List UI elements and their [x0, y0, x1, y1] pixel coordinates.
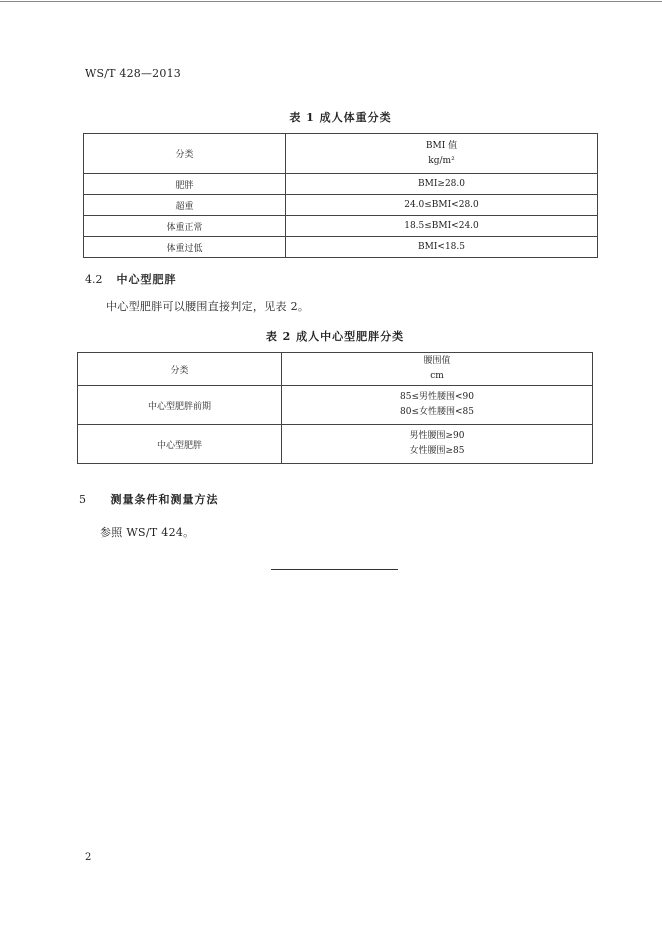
row-value-male: 85≤男性腰围<90	[400, 392, 474, 402]
row-value-male: 男性腰围≥90	[409, 431, 465, 441]
table-row	[84, 216, 598, 237]
end-of-document-rule	[271, 569, 398, 570]
top-border-line	[0, 1, 662, 2]
row-value	[282, 425, 593, 464]
section-4-2-text: 中心型肥胖可以腰围直接判定，见表 2。	[106, 300, 310, 313]
table2-caption: 表 2 成人中心型肥胖分类	[265, 330, 405, 343]
table-header-category: 分类	[84, 134, 286, 174]
table-header-category: 分类	[78, 353, 282, 386]
table-row	[78, 386, 593, 425]
table-central-obesity-classification	[77, 352, 593, 464]
row-category: 中心型肥胖	[78, 425, 282, 464]
row-value: 18.5≤BMI<24.0	[286, 216, 598, 237]
header-value-unit: kg/m²	[428, 155, 455, 166]
row-category: 体重正常	[84, 216, 286, 237]
row-value	[282, 386, 593, 425]
row-value: BMI≥28.0	[286, 174, 598, 195]
row-value-female: 80≤女性腰围<85	[400, 407, 474, 417]
standard-code: WS/T 428—2013	[85, 67, 181, 80]
row-value: BMI<18.5	[286, 237, 598, 258]
section-title: 中心型肥胖	[116, 273, 177, 286]
header-value-name: 腰围值	[423, 356, 451, 366]
table-row	[84, 174, 598, 195]
section-4-2-heading	[85, 271, 177, 287]
table-row	[84, 237, 598, 258]
table-row	[84, 195, 598, 216]
table1-caption: 表 1 成人体重分类	[289, 111, 392, 124]
page-number: 2	[85, 852, 92, 863]
header-value-name: BMI 值	[425, 140, 458, 151]
table-header-value	[282, 353, 593, 386]
row-value: 24.0≤BMI<28.0	[286, 195, 598, 216]
row-category: 中心型肥胖前期	[78, 386, 282, 425]
row-category: 超重	[84, 195, 286, 216]
section-5-text: 参照 WS/T 424。	[100, 526, 195, 539]
section-number: 4.2	[85, 273, 103, 286]
table-header-row	[84, 134, 598, 174]
header-value-unit: cm	[430, 371, 444, 381]
table-row	[78, 425, 593, 464]
table-header-row	[78, 353, 593, 386]
row-category: 肥胖	[84, 174, 286, 195]
row-value-female: 女性腰围≥85	[409, 446, 465, 456]
section-5-heading	[79, 491, 219, 507]
table-adult-weight-classification	[83, 133, 598, 258]
row-category: 体重过低	[84, 237, 286, 258]
section-number: 5	[79, 493, 86, 506]
table-header-value	[286, 134, 598, 174]
section-title: 测量条件和测量方法	[110, 493, 219, 506]
